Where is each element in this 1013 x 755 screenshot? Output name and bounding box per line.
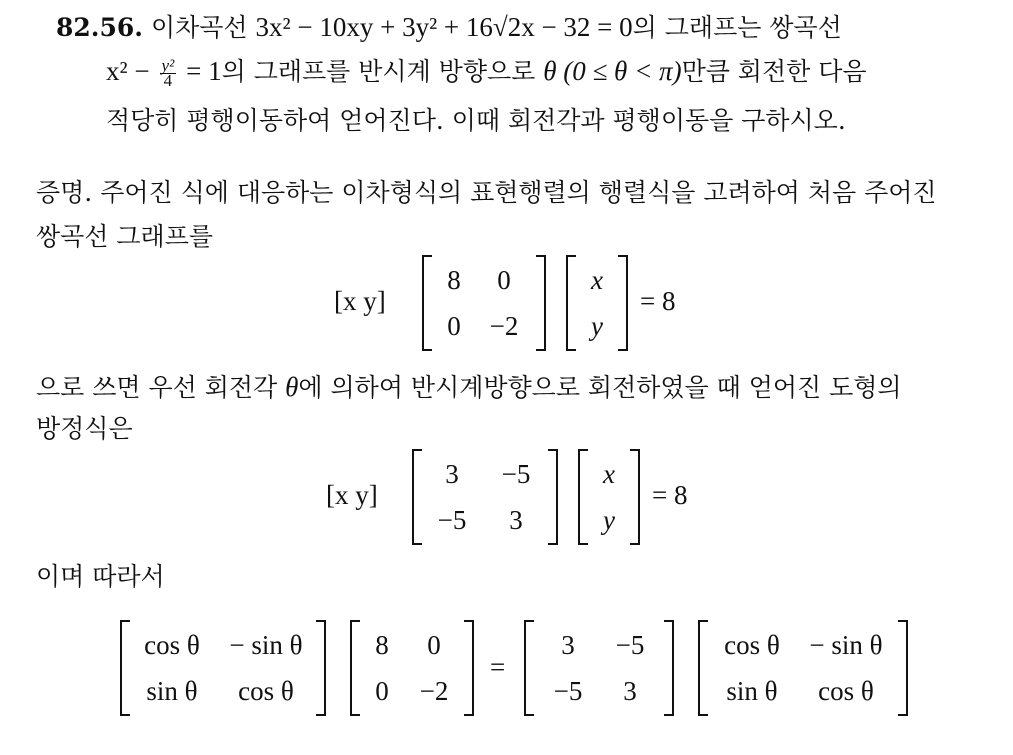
vector-cell: y [591,311,603,341]
matrix-cell: −2 [489,311,519,341]
result-matrix [524,620,674,716]
matrix-cell: 0 [497,265,511,295]
matrix-cell: −5 [553,676,583,706]
proof-text: 이며 따라서 [36,562,165,591]
diagonal-matrix [350,620,474,716]
matrix-cell: 3 [623,676,637,706]
matrix-cell: 0 [375,676,389,706]
proof-line-1 [36,178,937,208]
problem-text: 이차곡선 [150,13,248,42]
matrix-cell: 0 [427,630,441,660]
problem-text: 의 그래프는 쌍곡선 [632,13,842,42]
proof-text: 증명. 주어진 식에 대응하는 이차형식의 표현행렬의 행렬식을 고려하여 처음 주어진 [36,178,937,207]
matrix-cell: 8 [447,265,461,295]
matrix-cell: cos θ [238,676,294,706]
theta-range: θ (0 ≤ θ < π) [543,56,682,86]
rotation-matrix-2 [698,620,908,716]
vector-cell: x [591,265,603,295]
fraction-denominator: 4 [163,71,173,90]
problem-number: 82.56. [56,13,143,42]
column-vector [566,255,628,351]
matrix-cell: 3 [561,630,575,660]
theta-symbol: θ [285,372,299,402]
matrix-8-0-0-neg2 [422,255,546,351]
equation-rhs: = 8 [652,480,688,510]
hyperbola-eq-right: = 1 [186,56,222,86]
problem-line-2 [106,56,867,88]
rotation-matrix [120,620,326,716]
proof-line-2 [36,222,213,252]
proof-line-5 [36,562,165,592]
matrix-cell: −5 [437,505,467,535]
matrix-cell: cos θ [724,630,780,660]
problem-text: 만큼 회전한 다음 [681,57,867,86]
row-vector: [x y] [326,480,378,510]
matrix-cell: −2 [419,676,449,706]
matrix-cell: cos θ [818,676,874,706]
matrix-cell: − sin θ [809,630,883,660]
proof-text: 방정식은 [36,414,133,443]
matrix-cell: sin θ [726,676,778,706]
proof-line-4 [36,414,133,444]
fraction-numerator: y² [161,56,175,75]
proof-text: 에 의하여 반시계방향으로 회전하였을 때 얻어진 도형의 [298,373,902,402]
proof-text: 쌍곡선 그래프를 [36,222,213,251]
proof-line-3 [36,372,902,403]
problem-line-1 [56,12,842,43]
row-vector: [x y] [334,286,386,316]
proof-text: 으로 쓰면 우선 회전각 [36,373,278,402]
problem-text: 적당히 평행이동하여 얻어진다. 이때 회전각과 평행이동을 구하시오. [106,106,846,135]
matrix-cell: cos θ [144,630,200,660]
problem-line-3 [106,106,846,136]
column-vector [578,449,640,545]
hyperbola-eq-left: x² − [106,56,150,86]
matrix-3-neg5 [412,449,558,545]
problem-text: 의 그래프를 반시계 방향으로 [221,57,536,86]
matrix-cell: 3 [509,505,523,535]
matrix-cell: sin θ [146,676,198,706]
matrix-cell: 0 [447,311,461,341]
fraction [160,56,177,90]
vector-cell: x [603,459,615,489]
matrix-cell: − sin θ [229,630,303,660]
matrix-cell: −5 [615,630,645,660]
vector-cell: y [603,505,615,535]
equation-rhs: = 8 [640,286,676,316]
conic-equation: 3x² − 10xy + 3y² + 16√2x − 32 = 0 [255,12,633,42]
matrix-cell: 3 [445,459,459,489]
equals-sign: = [490,652,506,682]
matrix-cell: −5 [501,459,531,489]
matrix-cell: 8 [375,630,389,660]
